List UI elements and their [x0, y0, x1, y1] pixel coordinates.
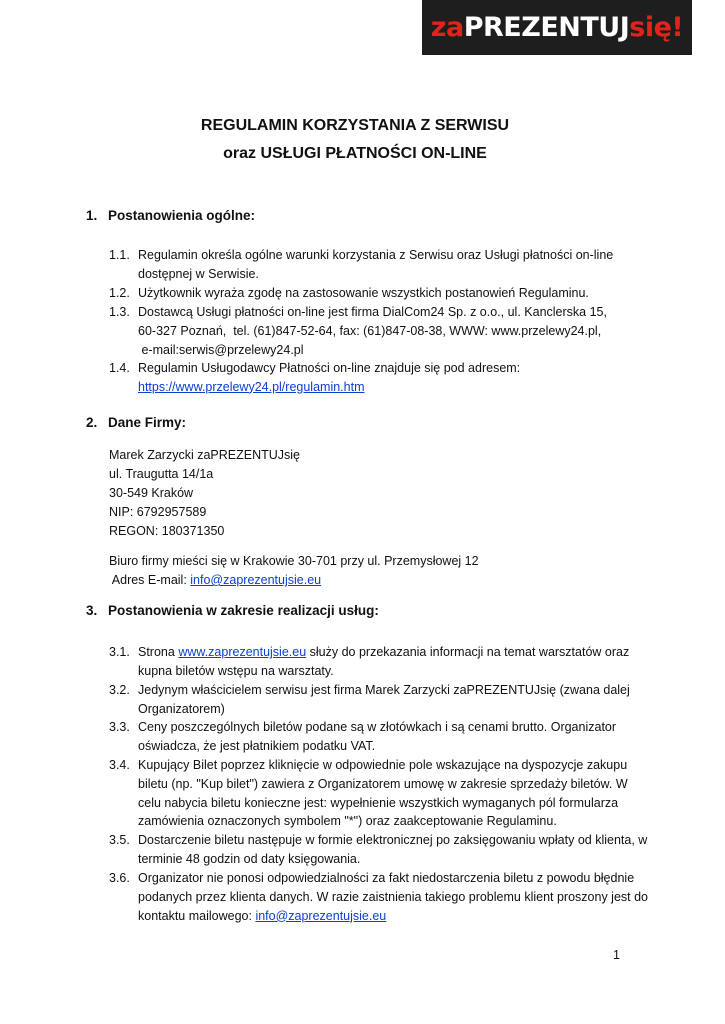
- item-text: Regulamin Usługodawcy Płatności on-line znajduje się pod adresem:: [138, 361, 521, 375]
- company-regon: REGON: 180371350: [109, 524, 225, 538]
- item-text: Strona www.zaprezentujsie.eu służy do przekazania informacji na temat warsztatów oraz kupna biletów wstępu na warsztaty.: [138, 645, 630, 678]
- item-text-line2: 60-327 Poznań, tel. (61)847-52-64, fax: (61)847-08-38, WWW: www.przelewy24.pl,: [138, 323, 602, 338]
- company-nip: NIP: 6792957589: [109, 505, 207, 519]
- section-3-heading: [86, 603, 379, 618]
- item-number: 1.3.: [109, 305, 130, 319]
- item-text: Regulamin określa ogólne warunki korzystania z Serwisu oraz Usługi płatności on-line dostępnej w Serwisie.: [138, 248, 614, 281]
- list-item: [109, 284, 649, 303]
- item-text: Jedynym właścicielem serwisu jest firma Marek Zarzycki zaPREZENTUJsię (zwana dalej Organizatorem): [138, 683, 630, 716]
- item-number: 1.2.: [109, 286, 130, 300]
- brand-logo: [422, 0, 692, 55]
- section-2-heading: [86, 415, 186, 430]
- item-text: Ceny poszczególnych biletów podane są w złotówkach i są cenami brutto. Organizator oświadcza, że jest płatnikiem podatku VAT.: [138, 720, 617, 753]
- email-line: [109, 571, 321, 590]
- item-number: 3.2.: [109, 683, 130, 697]
- section-number: 1.: [86, 208, 98, 223]
- list-item: [109, 756, 649, 831]
- page-title-line2: oraz USŁUGI PŁATNOŚCI ON-LINE: [223, 145, 487, 162]
- section-number: 3.: [86, 603, 98, 618]
- section-number: 2.: [86, 415, 98, 430]
- contact-email-link[interactable]: info@zaprezentujsie.eu: [255, 908, 387, 923]
- list-item: [109, 831, 649, 869]
- list-item: [109, 869, 649, 925]
- item-number: 3.5.: [109, 833, 130, 847]
- item-text-line3: e-mail:serwis@przelewy24.pl: [138, 342, 304, 357]
- section-title: Postanowienia w zakresie realizacji usług:: [108, 603, 379, 618]
- item-text: Użytkownik wyraża zgodę na zastosowanie wszystkich postanowień Regulaminu.: [138, 286, 589, 300]
- list-item: [109, 718, 649, 756]
- page-title-line1: REGULAMIN KORZYSTANIA Z SERWISU: [200, 117, 510, 134]
- list-item: [109, 359, 649, 397]
- item-number: 3.6.: [109, 871, 130, 885]
- logo-part-sie: się!: [629, 12, 684, 43]
- item-number: 1.1.: [109, 248, 130, 262]
- list-item: [109, 681, 649, 719]
- logo-part-prezentuj: PREZENTUJ: [463, 12, 630, 43]
- list-item: [109, 643, 649, 681]
- item-number: 3.4.: [109, 758, 130, 772]
- item-text: Organizator nie ponosi odpowiedzialności za fakt niedostarczenia biletu z powodu błędnie podanych przez klienta danych. W razie zaistnienia takiego problemu klient proszony jest do kontaktu mailowego: info@zaprezentujsie.eu: [138, 871, 648, 923]
- item-text: Kupujący Bilet poprzez kliknięcie w odpowiednie pole wskazujące na dyspozycje zakupu biletu (np. "Kup bilet") zawiera z Organizatorem umowę w zakresie sprzedaży biletów. W celu nabycia biletu konieczne jest: wypełnienie wszystkich wymaganych pól formularza zamówienia oznaczonych symbolem "*") oraz zaakceptowanie Regulaminu.: [138, 758, 628, 829]
- item-number: 3.3.: [109, 720, 130, 734]
- item-text-line1: Dostawcą Usługi płatności on-line jest firma DialCom24 Sp. z o.o., ul. Kanclerska 15,: [138, 305, 607, 319]
- regulamin-link[interactable]: https://www.przelewy24.pl/regulamin.htm: [138, 379, 365, 394]
- section-title: Postanowienia ogólne:: [108, 208, 256, 223]
- list-item: [109, 246, 649, 284]
- company-city: 30-549 Kraków: [109, 486, 194, 500]
- section-title: Dane Firmy:: [108, 415, 187, 430]
- company-street: ul. Traugutta 14/1a: [109, 467, 214, 481]
- website-link[interactable]: www.zaprezentujsie.eu: [178, 645, 307, 659]
- email-link[interactable]: info@zaprezentujsie.eu: [190, 573, 322, 587]
- company-name: Marek Zarzycki zaPREZENTUJsię: [109, 448, 300, 462]
- logo-part-za: za: [430, 12, 464, 43]
- section-1-heading: [86, 208, 255, 223]
- item-text: Dostarczenie biletu następuje w formie elektronicznej po zaksięgowaniu wpłaty od klienta, w terminie 48 godzin od daty księgowania.: [138, 833, 648, 866]
- list-item: [109, 303, 649, 359]
- item-number: 3.1.: [109, 645, 130, 659]
- page-number: 1: [613, 948, 620, 962]
- item-number: 1.4.: [109, 361, 130, 375]
- email-label: Adres E-mail:: [109, 573, 191, 587]
- office-address: Biuro firmy mieści się w Krakowie 30-701 przy ul. Przemysłowej 12: [109, 554, 479, 568]
